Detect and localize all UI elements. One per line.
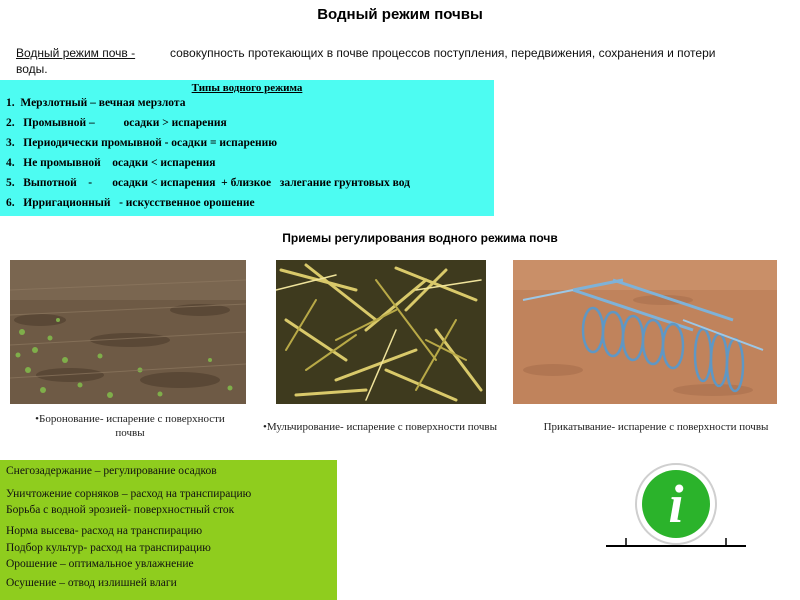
measure-item: Подбор культур- расход на транспирацию [6,542,211,554]
measure-item: Снегозадержание – регулирование осадков [6,465,217,477]
type-item: 2. Промывной – осадки > испарения [6,117,227,129]
measure-item: Уничтожение сорняков – расход на транспирацию [6,488,252,500]
definition-text: совокупность протекающих в почве процессов поступления, передвижения, сохранения и потери [170,46,716,60]
type-item: 6. Ирригационный - искусственное орошение [6,197,255,209]
methods-title: Приемы регулирования водного режима почв [282,231,558,245]
measure-item: Орошение – оптимальное увлажнение [6,558,194,570]
type-item: 3. Периодически промывной - осадки = испарению [6,137,278,149]
photo-caption: Прикатывание- испарение с поверхности почвы [543,421,769,433]
harrowed-soil-photo [10,260,246,404]
measure-item: Борьба с водной эрозией- поверхностный сток [6,504,235,516]
page-title: Водный режим почвы [317,6,483,23]
definition-term: Водный режим почв - [16,46,136,60]
photo-caption: •Мульчирование- испарение с поверхности почвы [262,421,498,433]
type-item: 4. Не промывной осадки < испарения [6,157,216,169]
type-item: 5. Выпотной - осадки < испарения + близкое залегание грунтовых вод [6,177,410,189]
measure-item: Норма высева- расход на транспирацию [6,525,203,537]
types-title: Типы водного режима [191,82,303,94]
measure-item: Осушение – отвод излишней влаги [6,577,177,589]
definition-continuation: воды. [16,62,48,76]
type-item: 1. Мерзлотный – вечная мерзлота [6,97,186,109]
photo-caption: •Боронование- испарение с поверхности почвы [35,413,225,439]
svg-text:i: i [668,474,684,534]
roller-harrow-photo [513,260,777,404]
info-icon [606,460,746,550]
mulched-straw-photo [276,260,486,404]
